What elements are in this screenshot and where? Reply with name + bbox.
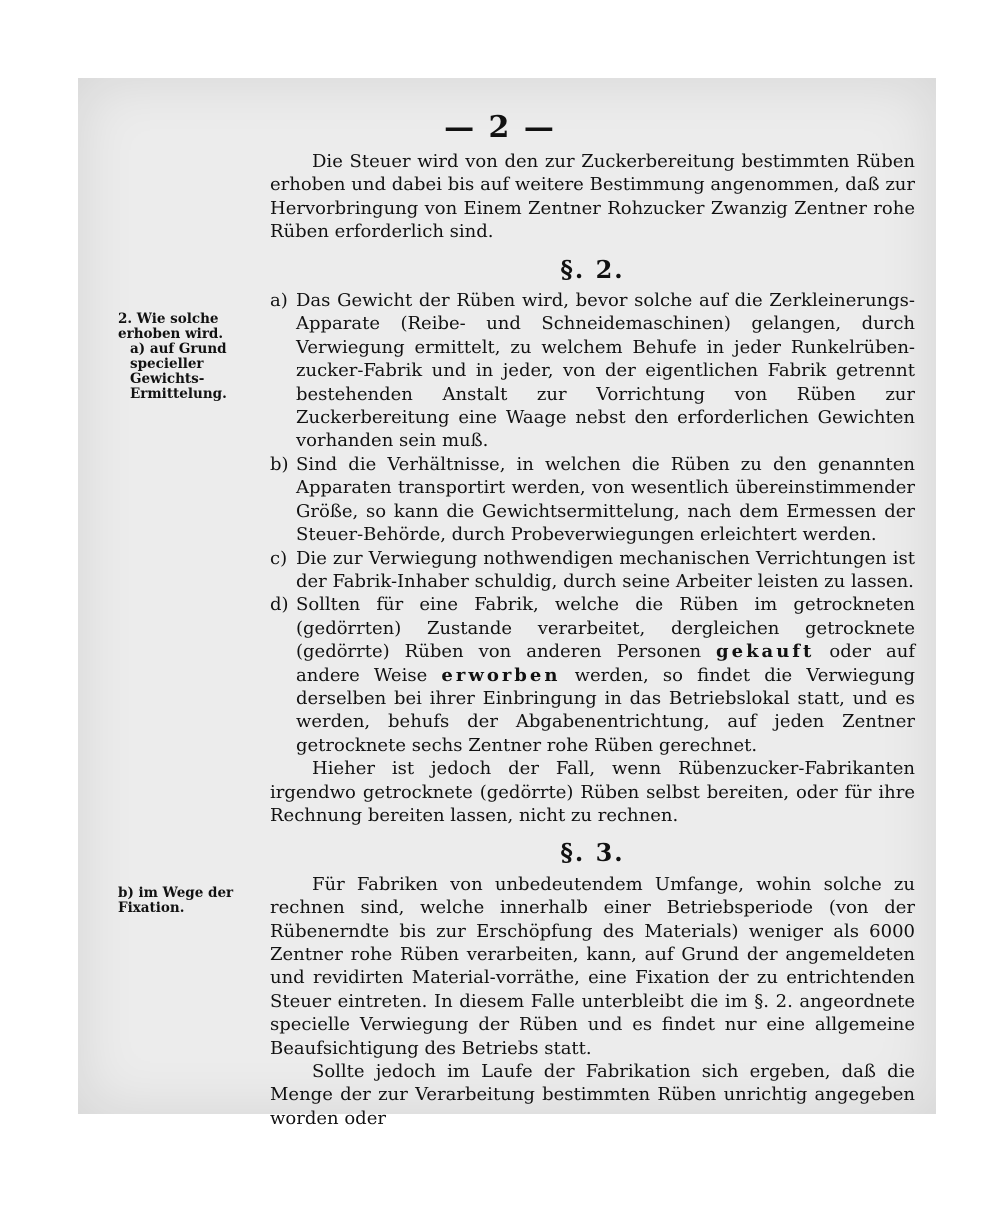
clause-a: [270, 289, 915, 453]
clause-text-part: werden, so findet die Verwiegung derselben bei ihrer Einbringung in das Betriebslokal statt, und es werden, behufs der Abgabenentrichtung, auf jeden Zentner getrocknete sechs Zentner rohe Rüben gerechnet.: [296, 664, 915, 756]
section-3-paragraph-2: Sollte jedoch im Laufe der Fabrikation sich ergeben, daß die Menge der zur Verarbeitung bestimmten Rüben unrichtig angegeben worden oder: [270, 1061, 915, 1129]
section-3-paragraph-1: Für Fabriken von unbedeutendem Umfange, wohin solche zu rechnen sind, welche innerhalb einer Betriebsperiode (von der Rübenerndte bis zur Erschöpfung des Materials) weniger als 6000 Zentner rohe Rüben verarbeiten, kann, auf Grund der angemeldeten und revidirten Material-vorräthe, eine Fixation der zu entrichtenden Steuer eintreten. In diesem Falle unterbleibt die im §. 2. angeordnete specielle Verwiegung der Rüben und es findet nur eine allgemeine Beaufsichtigung des Betriebs statt.: [270, 873, 915, 1059]
section-3-heading: §. 3.: [560, 838, 625, 868]
clause-label: c): [270, 547, 288, 569]
spaced-emphasis: gekauft: [716, 641, 815, 663]
clause-b: [270, 453, 915, 547]
section-2-heading: §. 2.: [560, 254, 625, 284]
clause-c: [270, 547, 915, 594]
clause-d: [270, 593, 915, 757]
page-body: [270, 150, 915, 1130]
spaced-emphasis: erworben: [441, 664, 561, 686]
clause-text-part: Sollten für eine Fabrik, welche die Rüben im getrockneten (gedörrten) Zustande verarbeitet, dergleichen getrocknete (gedörrte) Rüben von anderen Personen: [296, 594, 915, 663]
margin-note-title: b) im Wege der Fixation.: [118, 885, 234, 916]
page-number: — 2 —: [444, 110, 556, 145]
margin-note-section-3: [118, 886, 268, 916]
margin-note-section-2: [118, 312, 268, 402]
clause-text: Die zur Verwiegung nothwendigen mechanischen Verrichtungen ist der Fabrik-Inhaber schuldig, durch seine Arbeiter leisten zu lassen.: [296, 547, 915, 592]
section-2-closing: Hieher ist jedoch der Fall, wenn Rübenzucker-Fabrikanten irgendwo getrocknete (gedörrte) Rüben selbst bereiten, oder für ihre Rechnung bereiten lassen, nicht zu rechnen.: [270, 758, 915, 826]
intro-paragraph: Die Steuer wird von den zur Zuckerbereitung bestimmten Rüben erhoben und dabei bis auf weitere Bestimmung angenommen, daß zur Hervorbringung von Einem Zentner Rohzucker Zwanzig Zentner rohe Rüben erforderlich sind.: [270, 151, 915, 243]
margin-note-subtitle: a) auf Grund specieller Gewichts-Ermittelung.: [130, 341, 227, 402]
clause-text: [296, 593, 915, 757]
clause-text: Das Gewicht der Rüben wird, bevor solche auf die Zerkleinerungs-Apparate (Reibe- und Schneidemaschinen) gelangen, durch Verwiegung ermittelt, zu welchem Behufe in jeder Runkelrüben-zucker-Fabrik und in jeder, von der eigentlichen Fabrik getrennt bestehenden Anstalt zur Vorrichtung von Rüben zur Zuckerbereitung eine Waage nebst den erforderlichen Gewichten vorhanden sein muß.: [296, 290, 915, 452]
clause-label: d): [270, 594, 289, 616]
clause-label: a): [270, 290, 288, 312]
clause-text: Sind die Verhältnisse, in welchen die Rüben zu den genannten Apparaten transportirt werden, von wesentlich übereinstimmender Größe, so kann die Gewichtsermittelung, nach dem Ermessen der Steuer-Behörde, durch Probeverwiegungen erleichtert werden.: [296, 453, 915, 546]
clause-text-part: oder auf andere Weise: [296, 641, 915, 686]
margin-note-title: 2. Wie solche erhoben wird.: [118, 311, 224, 342]
clause-label: b): [270, 453, 289, 475]
